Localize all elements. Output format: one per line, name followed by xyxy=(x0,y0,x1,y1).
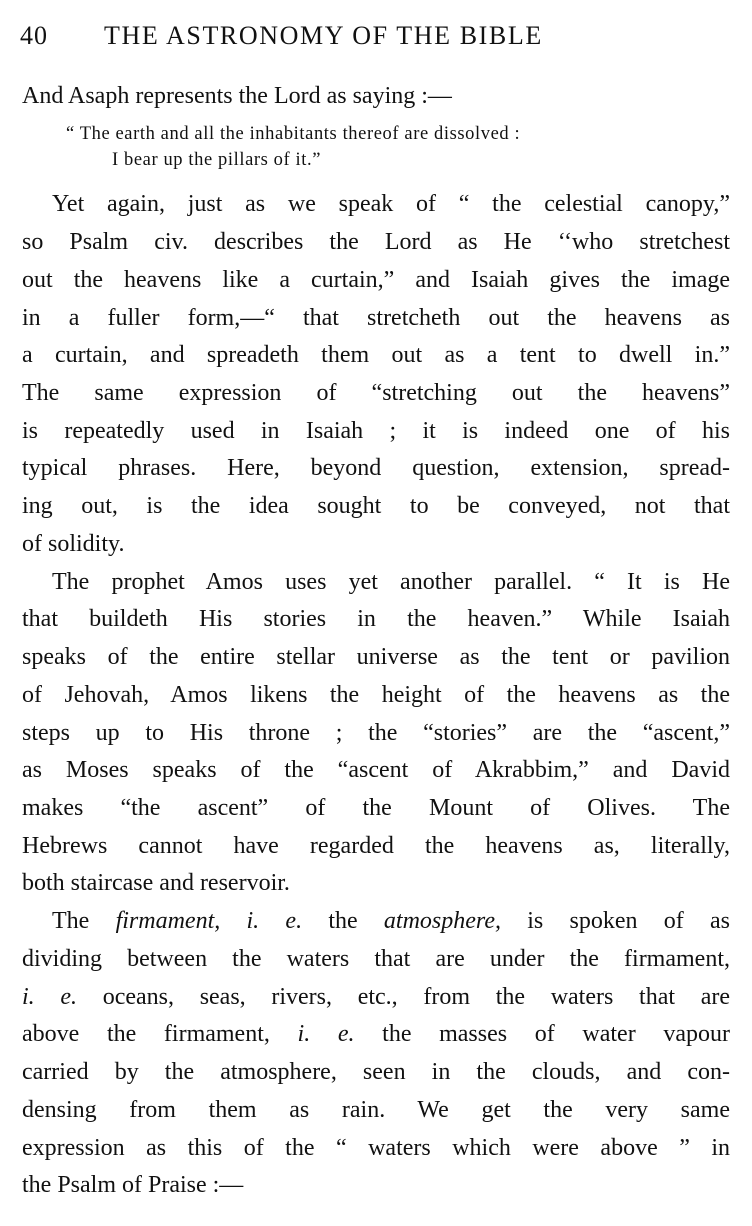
italic-abbrev: i. e. xyxy=(297,1021,355,1047)
paragraph-1-line: ing out, is the idea sought to be conveyed, not that xyxy=(22,493,730,519)
paragraph-2-line: steps up to His throne ; the “stories” are the “ascent,” xyxy=(22,720,730,746)
intro-line: And Asaph represents the Lord as saying :— xyxy=(22,83,452,109)
paragraph-2-line: makes “the ascent” of the Mount of Olives. The xyxy=(22,795,730,821)
italic-term: atmosphere, xyxy=(383,908,502,934)
page-number: 40 xyxy=(20,21,48,50)
paragraph-3-line xyxy=(22,904,730,938)
paragraph-1-line: typical phrases. Here, beyond question, extension, spread- xyxy=(22,455,730,481)
page-header xyxy=(20,18,732,54)
text-span: above the firmament, xyxy=(22,1021,298,1047)
paragraph-1-line: is repeatedly used in Isaiah ; it is indeed one of his xyxy=(22,418,730,444)
paragraph-2-line: speaks of the entire stellar universe as the tent or pavilion xyxy=(22,644,730,670)
paragraph-1-line: a curtain, and spreadeth them out as a tent to dwell in.” xyxy=(22,342,730,368)
text-span xyxy=(220,908,246,934)
paragraph-3-line xyxy=(22,1017,730,1051)
paragraph-3-line: dividing between the waters that are under the firmament, xyxy=(22,946,730,972)
text-span: the masses of water vapour xyxy=(354,1021,730,1047)
paragraph-2-line: both staircase and reservoir. xyxy=(22,870,290,896)
text-span: the xyxy=(302,908,384,934)
paragraph-3-line xyxy=(22,980,730,1014)
paragraph-1-line: of solidity. xyxy=(22,531,125,557)
paragraph-1-line: The same expression of “stretching out the heavens” xyxy=(22,380,730,406)
quote-line: “ The earth and all the inhabitants thereof are dissolved : xyxy=(66,124,521,144)
paragraph-3-line: the Psalm of Praise :— xyxy=(22,1172,244,1198)
text-span: is spoken of as xyxy=(501,908,731,934)
text-span: The xyxy=(52,908,116,934)
paragraph-2-line: Hebrews cannot have regarded the heavens as, literally, xyxy=(22,833,730,859)
text-span: oceans, seas, rivers, etc., from the waters that are xyxy=(77,984,730,1010)
italic-abbrev: i. e. xyxy=(22,984,78,1010)
running-title: THE ASTRONOMY OF THE BIBLE xyxy=(104,21,543,50)
paragraph-1-line: Yet again, just as we speak of “ the celestial canopy,” xyxy=(52,191,730,217)
paragraph-3-line: expression as this of the “ waters which were above ” in xyxy=(22,1135,730,1161)
paragraph-2-line: of Jehovah, Amos likens the height of the heavens as the xyxy=(22,682,730,708)
paragraph-1-line: out the heavens like a curtain,” and Isaiah gives the image xyxy=(22,267,730,293)
italic-term: firmament, xyxy=(115,908,221,934)
paragraph-1-line: in a fuller form,—“ that stretcheth out the heavens as xyxy=(22,305,730,331)
paragraph-3-line: densing from them as rain. We get the very same xyxy=(22,1097,730,1123)
paragraph-2-line: The prophet Amos uses yet another parallel. “ It is He xyxy=(52,569,730,595)
paragraph-1-line: so Psalm civ. describes the Lord as He ‘‘who stretchest xyxy=(22,229,730,255)
italic-abbrev: i. e. xyxy=(246,908,303,934)
quote-line: I bear up the pillars of it.” xyxy=(112,150,322,170)
paragraph-2-line: as Moses speaks of the “ascent of Akrabbim,” and David xyxy=(22,757,730,783)
paragraph-3-line: carried by the atmosphere, seen in the clouds, and con- xyxy=(22,1059,730,1085)
paragraph-2-line: that buildeth His stories in the heaven.” While Isaiah xyxy=(22,606,730,632)
